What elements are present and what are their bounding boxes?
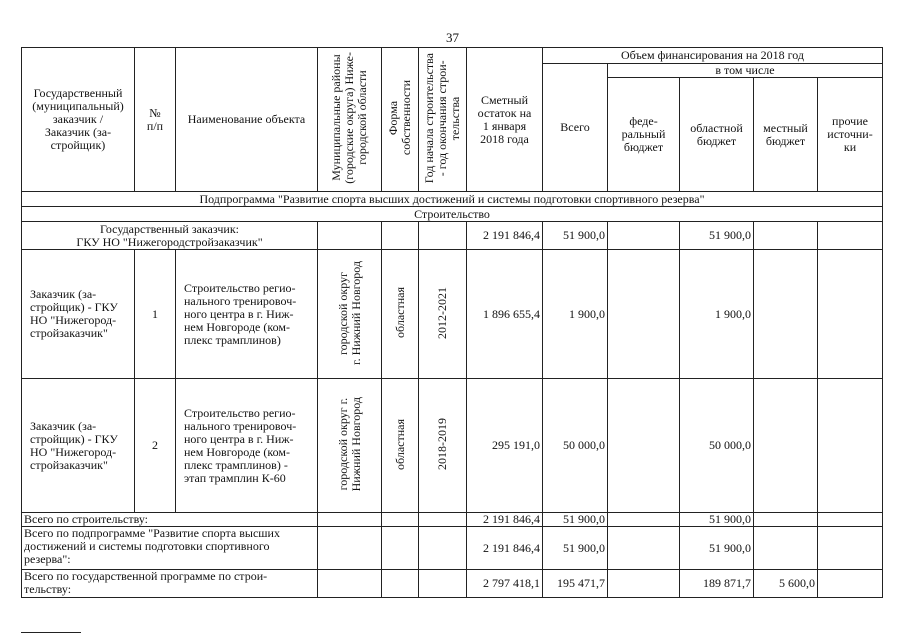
row2-district-cell xyxy=(318,379,382,513)
header-ownership-cell xyxy=(382,48,419,192)
empty-cell xyxy=(419,570,467,598)
state-customer-row xyxy=(22,222,883,250)
row1-district-cell xyxy=(318,250,382,379)
row1-regional: 1 900,0 xyxy=(680,250,754,379)
row2-name: Строительство регио- нального тренировоч- ного центра в г. Ниж- нем Новгороде (ком- плекс трамплинов) - этап трамплин К-60 xyxy=(176,379,318,513)
empty-cell xyxy=(818,570,883,598)
row2-years-cell xyxy=(419,379,467,513)
total-program-total: 195 471,7 xyxy=(543,570,608,598)
row1-ownership: областная xyxy=(392,287,407,338)
financing-table xyxy=(21,47,883,598)
empty-cell xyxy=(754,379,818,513)
empty-cell xyxy=(818,527,883,570)
total-subprogram-regional: 51 900,0 xyxy=(680,527,754,570)
row2-balance: 295 191,0 xyxy=(467,379,543,513)
header-years: Год начала строительства - год окончания строи- тельства xyxy=(422,52,462,184)
row2-total: 50 000,0 xyxy=(543,379,608,513)
row1-years-cell xyxy=(419,250,467,379)
subprogram-title: Подпрограмма "Развитие спорта высших достижений и системы подготовки спортивного резерва" xyxy=(22,192,883,207)
section-title: Строительство xyxy=(22,207,883,222)
header-local: местный бюджет xyxy=(754,78,818,192)
header-balance: Сметный остаток на 1 января 2018 года xyxy=(467,48,543,192)
header-total: Всего xyxy=(543,64,608,192)
empty-cell xyxy=(608,513,680,527)
header-regional: областной бюджет xyxy=(680,78,754,192)
header-districts-cell xyxy=(318,48,382,192)
row2-regional: 50 000,0 xyxy=(680,379,754,513)
empty-cell xyxy=(318,570,382,598)
empty-cell xyxy=(754,250,818,379)
object-row-2 xyxy=(22,379,883,513)
total-construction-balance: 2 191 846,4 xyxy=(467,513,543,527)
empty-cell xyxy=(382,527,419,570)
header-num: № п/п xyxy=(135,48,176,192)
header-federal: феде- ральный бюджет xyxy=(608,78,680,192)
row1-ownership-cell xyxy=(382,250,419,379)
empty-cell xyxy=(818,222,883,250)
row1-balance: 1 896 655,4 xyxy=(467,250,543,379)
total-construction-label: Всего по строительству: xyxy=(22,513,318,527)
row1-num: 1 xyxy=(135,250,176,379)
total-program-regional: 189 871,7 xyxy=(680,570,754,598)
state-customer-total: 51 900,0 xyxy=(543,222,608,250)
empty-cell xyxy=(608,379,680,513)
total-subprogram-total: 51 900,0 xyxy=(543,527,608,570)
header-including: в том числе xyxy=(608,64,883,78)
header-ownership: Форма собственности xyxy=(386,80,413,156)
total-construction-row xyxy=(22,513,883,527)
section-row xyxy=(22,207,883,222)
header-districts: Муниципальные районы (городские округа) Ниже- городской области xyxy=(329,52,369,184)
empty-cell xyxy=(818,250,883,379)
empty-cell xyxy=(419,222,467,250)
header-other: прочие источни- ки xyxy=(818,78,883,192)
row2-years: 2018-2019 xyxy=(435,418,449,470)
total-program-balance: 2 797 418,1 xyxy=(467,570,543,598)
total-subprogram-label: Всего по подпрограмме "Развитие спорта высших достижений и системы подготовки спортивного резерва": xyxy=(22,527,318,570)
row2-customer: Заказчик (за- стройщик) - ГКУ НО "Нижегород- стройзаказчик" xyxy=(22,379,135,513)
empty-cell xyxy=(818,379,883,513)
empty-cell xyxy=(318,222,382,250)
empty-cell xyxy=(382,222,419,250)
row1-name: Строительство регио- нального тренировоч- ного центра в г. Ниж- нем Новгороде (ком- плекс трамплинов) xyxy=(176,250,318,379)
header-customer: Государственный (муниципальный) заказчик / Заказчик (за- стройщик) xyxy=(22,48,135,192)
state-customer-balance: 2 191 846,4 xyxy=(467,222,543,250)
row1-total: 1 900,0 xyxy=(543,250,608,379)
row1-customer: Заказчик (за- стройщик) - ГКУ НО "Нижегород- стройзаказчик" xyxy=(22,250,135,379)
empty-cell xyxy=(608,570,680,598)
state-customer-label: Государственный заказчик: ГКУ НО "Нижегородстройзаказчик" xyxy=(22,222,318,250)
total-program-local: 5 600,0 xyxy=(754,570,818,598)
header-object-name: Наименование объекта xyxy=(176,48,318,192)
row2-num: 2 xyxy=(135,379,176,513)
total-program-label: Всего по государственной программе по строи- тельству: xyxy=(22,570,318,598)
row2-district: городской округ г. Нижний Новгород xyxy=(335,396,363,492)
state-customer-regional: 51 900,0 xyxy=(680,222,754,250)
total-subprogram-balance: 2 191 846,4 xyxy=(467,527,543,570)
empty-cell xyxy=(608,222,680,250)
header-years-cell xyxy=(419,48,467,192)
row2-ownership: областная xyxy=(392,418,407,470)
row1-district: городской округ г. Нижний Новгород xyxy=(335,260,363,365)
empty-cell xyxy=(818,513,883,527)
header-row-1 xyxy=(22,48,883,64)
page-number: 37 xyxy=(446,30,459,45)
empty-cell xyxy=(608,250,680,379)
empty-cell xyxy=(419,513,467,527)
empty-cell xyxy=(754,527,818,570)
empty-cell xyxy=(318,513,382,527)
header-financing: Объем финансирования на 2018 год xyxy=(543,48,883,64)
empty-cell xyxy=(754,513,818,527)
subprogram-row xyxy=(22,192,883,207)
total-construction-total: 51 900,0 xyxy=(543,513,608,527)
empty-cell xyxy=(754,222,818,250)
empty-cell xyxy=(419,527,467,570)
object-row-1 xyxy=(22,250,883,379)
empty-cell xyxy=(382,570,419,598)
empty-cell xyxy=(318,527,382,570)
footnote-divider xyxy=(21,632,81,633)
total-construction-regional: 51 900,0 xyxy=(680,513,754,527)
row2-ownership-cell xyxy=(382,379,419,513)
row1-years: 2012-2021 xyxy=(435,286,449,339)
total-program-row xyxy=(22,570,883,598)
empty-cell xyxy=(608,527,680,570)
empty-cell xyxy=(382,513,419,527)
total-subprogram-row xyxy=(22,527,883,570)
